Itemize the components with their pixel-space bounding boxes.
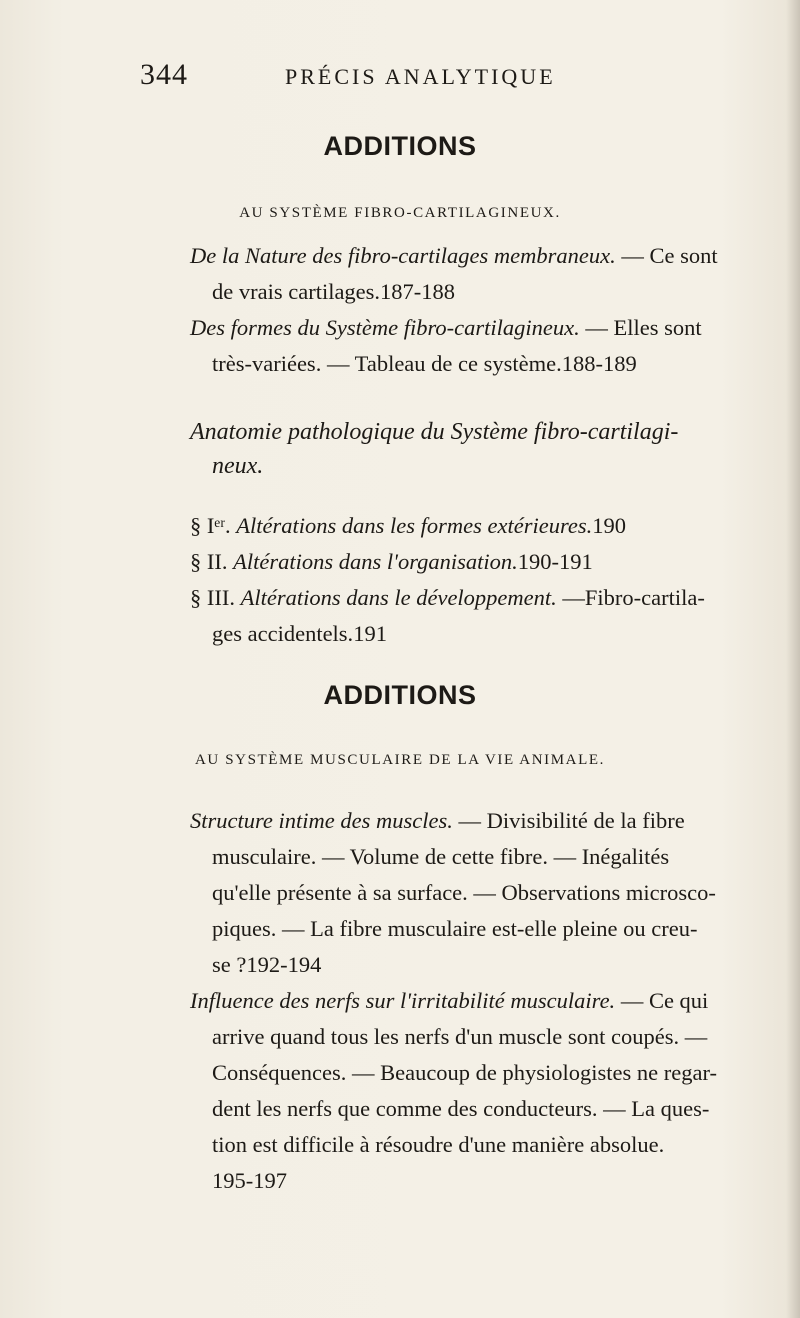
entry-text: dent les nerfs que comme des conducteurs. — La ques- xyxy=(212,1096,710,1121)
entry-structure-muscles xyxy=(190,803,716,983)
pathology-title xyxy=(190,415,720,483)
entry-text: piques. — La fibre musculaire est-elle pleine ou creu- xyxy=(212,916,698,941)
entry-text: — Ce qui xyxy=(615,988,709,1013)
pathology-paragraphs xyxy=(190,508,713,652)
section2-subheading: AU SYSTÈME MUSCULAIRE DE LA VIE ANIMALE. xyxy=(195,752,605,768)
paragraph-mark: § III. xyxy=(190,585,241,610)
paragraph-text: —Fibro-cartila- xyxy=(556,585,705,610)
paragraph-pages: 191 xyxy=(353,621,387,646)
entry-pages: 188-189 xyxy=(561,351,637,376)
entry-text: de vrais cartilages. xyxy=(212,279,381,304)
paragraph-mark: § II. xyxy=(190,549,234,574)
entry-text: qu'elle présente à sa surface. — Observations microsco- xyxy=(212,880,716,905)
entry-title: Structure intime des muscles. xyxy=(190,808,453,833)
entry-pages: 192-194 xyxy=(246,952,322,977)
entry-text: tion est difficile à résoudre d'une manière absolue. xyxy=(212,1132,665,1157)
running-head xyxy=(140,58,640,98)
entry-text: très-variées. — Tableau de ce système. xyxy=(212,351,562,376)
paragraph-text: ges accidentels. xyxy=(212,621,354,646)
running-title: PRÉCIS ANALYTIQUE xyxy=(285,64,556,89)
paragraph-mark: § Iᵉʳ. xyxy=(190,513,237,538)
pathology-title-line2: neux. xyxy=(212,453,264,479)
entry-influence-nerfs xyxy=(190,983,718,1199)
entry-text: Conséquences. — Beaucoup de physiologistes ne regar- xyxy=(212,1060,718,1085)
entry-text: — Ce sont xyxy=(615,243,718,268)
entry-nature-fibro-cartilages xyxy=(190,238,718,382)
entry-title: De la Nature des fibro-cartilages membraneux. xyxy=(190,243,616,268)
paragraph-pages: 190-191 xyxy=(517,549,593,574)
paragraph-title: Altérations dans l'organisation. xyxy=(233,549,518,574)
entry-text: se ? xyxy=(212,952,247,977)
pathology-title-line1: Anatomie pathologique du Système fibro-cartilagi- xyxy=(190,419,679,445)
paragraph-pages: 190 xyxy=(592,513,627,538)
entry-title: Des formes du Système fibro-cartilagineux. xyxy=(190,315,580,340)
entry-pages: 195-197 xyxy=(212,1168,287,1193)
section1-subheading: AU SYSTÈME FIBRO-CARTILAGINEUX. xyxy=(239,205,561,221)
paragraph-title: Altérations dans le développement. xyxy=(240,585,557,610)
entry-pages: 187-188 xyxy=(380,279,456,304)
entry-text: arrive quand tous les nerfs d'un muscle sont coupés. — xyxy=(212,1024,708,1049)
section2-heading: ADDITIONS xyxy=(323,680,477,710)
paragraph-title: Altérations dans les formes extérieures. xyxy=(236,513,593,538)
section1-heading: ADDITIONS xyxy=(323,131,477,161)
page-edge-shadow xyxy=(786,0,800,1318)
entry-text: — Elles sont xyxy=(579,315,702,340)
entry-text: — Divisibilité de la fibre xyxy=(452,808,685,833)
entry-title: Influence des nerfs sur l'irritabilité musculaire. xyxy=(190,988,616,1013)
entry-text: musculaire. — Volume de cette fibre. — Inégalités xyxy=(212,844,670,869)
page-number: 344 xyxy=(140,58,188,91)
